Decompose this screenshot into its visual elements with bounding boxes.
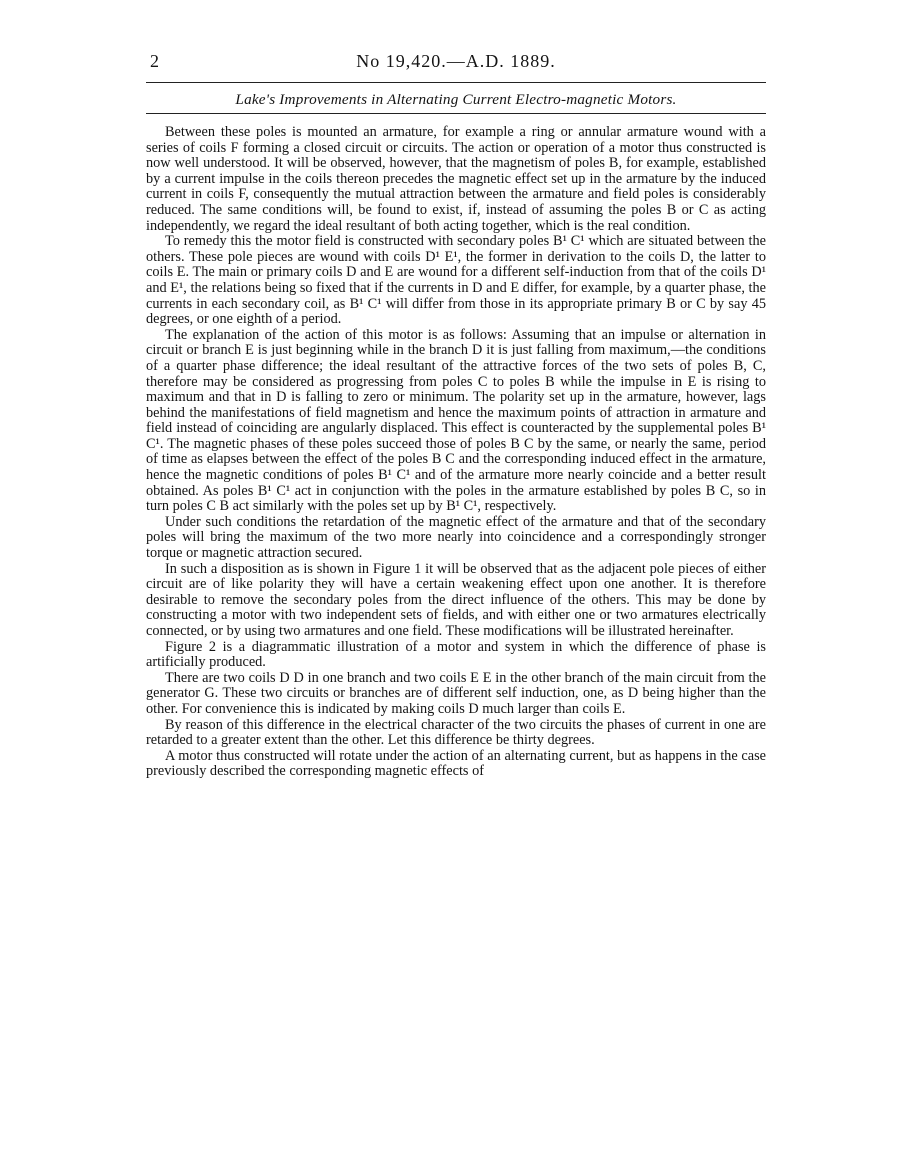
paragraph: There are two coils D D in one branch and two coils E E in the other branch of the main circuit from the generator G. These two circuits or branches are of different self induction, one, as D being higher than the other. For convenience this is indicated by making coils D much larger than coils E.: [146, 669, 766, 717]
document-page: [146, 50, 766, 780]
paragraph: In such a disposition as is shown in Figure 1 it will be observed that as the adjacent pole pieces of either circuit are of like polarity they will have a certain weakening effect upon one another. It is therefore desirable to remove the secondary poles from the direct influence of the others. This may be done by constructing a motor with two independent sets of fields, and with either one or two armatures electrically connected, or by using two armatures and one field. These modifications will be illustrated hereinafter.: [146, 560, 766, 639]
paragraph: A motor thus constructed will rotate under the action of an alternating current, but as happens in the case previously described the corresponding magnetic effects of: [146, 747, 766, 780]
paragraph: The explanation of the action of this motor is as follows: Assuming that an impulse or alternation in circuit or branch E is just beginning while in the branch D it is just falling from maximum,—the conditions of a quarter phase difference; the ideal resultant of the attractive forces of the two sets of poles B, C, therefore may be considered as progressing from poles C to poles B while the impulse in E is rising to maximum and that in D is falling to zero or minimum. The polarity set up in the armature, however, lags behind the manifestations of field magnetism and hence the maximum points of attraction in armature and field instead of coinciding are angularly displaced. This effect is counteracted by the supplemental poles B¹ C¹. The magnetic phases of these poles succeed those of poles B C by the same, or nearly the same, period of time as elapses between the effect of the poles B C and the corresponding induced effect in the armature, hence the magnetic conditions of poles B¹ C¹ and of the armature more nearly coincide and a better result obtained. As poles B¹ C¹ act in conjunction with the poles in the armature established by poles B C, so in turn poles C B act similarly with the poles set up by B¹ C¹, respectively.: [146, 326, 766, 515]
paragraph: Figure 2 is a diagrammatic illustration of a motor and system in which the difference of phase is artificially produced.: [146, 638, 766, 671]
paragraph: Under such conditions the retardation of the magnetic effect of the armature and that of the secondary poles will bring the maximum of the two more nearly into coincidence and a correspondingly stronger torque or magnetic attraction secured.: [146, 513, 766, 562]
page-number: 2: [150, 51, 159, 71]
page-header: [146, 50, 766, 83]
paragraph: Between these poles is mounted an armature, for example a ring or annular armature wound with a series of coils F forming a closed circuit or circuits. The action or operation of a motor thus constructed is now well understood. It will be observed, however, that the magnetism of poles B, for example, established by a current impulse in the coils thereon precedes the magnetic effect set up in the armature by the induced current in coils F, consequently the mutual attraction between the armature and field poles is considerably reduced. The same conditions will, be found to exist, if, instead of assuming the poles B or C as acting independently, we regard the ideal resultant of both acting together, which is the real condition.: [146, 124, 766, 234]
paragraph: To remedy this the motor field is constructed with secondary poles B¹ C¹ which are situated between the others. These pole pieces are wound with coils D¹ E¹, the former in derivation to the coils D, the latter to coils E. The main or primary coils D and E are wound for a different self-induction from that of the coils D¹ and E¹, the relations being so fixed that if the currents in D and E differ, for example, by a quarter phase, the currents in each secondary coil, as B¹ C¹ will differ from those in its appropriate primary B or C by say 45 degrees, or one eighth of a period.: [146, 233, 766, 328]
paragraph: By reason of this difference in the electrical character of the two circuits the phases of current in one are retarded to a greater extent than the other. Let this difference be thirty degrees.: [146, 716, 766, 749]
patent-number: No 19,420.—A.D. 1889.: [356, 51, 556, 71]
running-title: Lake's Improvements in Alternating Current Electro-magnetic Motors.: [146, 87, 766, 114]
body-text: [146, 125, 766, 780]
